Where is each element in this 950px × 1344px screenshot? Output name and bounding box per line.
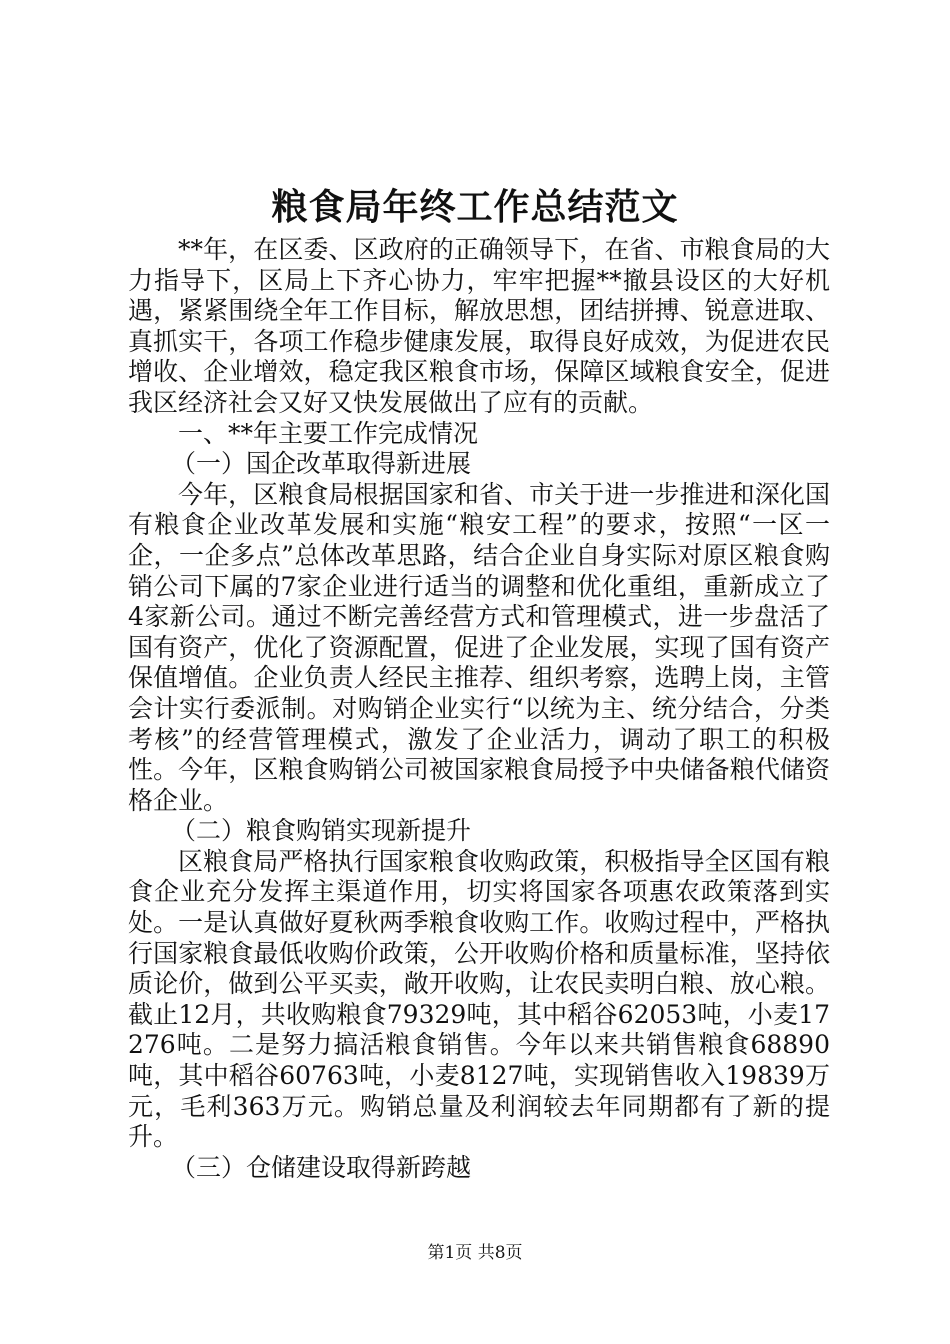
subsection-heading-2: （二）粮食购销实现新提升 — [171, 816, 472, 846]
document-title: 粮食局年终工作总结范文 — [271, 186, 679, 228]
section-heading-1: 一、**年主要工作完成情况 — [178, 418, 479, 448]
subsection-paragraph-2: 区粮食局严格执行国家粮食收购政策，积极指导全区国有粮食企业充分发挥主渠道作用，切实将国家各项惠农政策落到实处。一是认真做好夏秋两季粮食收购工作。收购过程中，严格执行国家粮食最低收购价政策，公开收购价格和质量标准，坚持依质论价，做到公平买卖，敞开收购，让农民卖明白粮、放心粮。截止12月，共收购粮食79329吨，其中稻谷62053吨，小麦17276吨。二是努力搞活粮食销售。今年以来共销售粮食68890吨，其中稻谷60763吨，小麦8127吨，实现销售收入19839万元，毛利363万元。购销总量及利润较去年同期都有了新的提升。 — [128, 846, 830, 1152]
document-body — [128, 235, 830, 1183]
intro-paragraph: **年，在区委、区政府的正确领导下，在省、市粮食局的大力指导下，区局上下齐心协力，牢牢把握**撤县设区的大好机遇，紧紧围绕全年工作目标，解放思想，团结拼搏、锐意进取、真抓实干，各项工作稳步健康发展，取得良好成效，为促进农民增收、企业增效，稳定我区粮食市场，保障区域粮食安全，促进我区经济社会又好又快发展做出了应有的贡献。 — [128, 235, 830, 417]
subsection-paragraph-1: 今年，区粮食局根据国家和省、市关于进一步推进和深化国有粮食企业改革发展和实施“粮安工程”的要求，按照“一区一企，一企多点”总体改革思路，结合企业自身实际对原区粮食购销公司下属的7家企业进行适当的调整和优化重组，重新成立了4家新公司。通过不断完善经营方式和管理模式，进一步盘活了国有资产，优化了资源配置，促进了企业发展，实现了国有资产保值增值。企业负责人经民主推荐、组织考察，选聘上岗，主管会计实行委派制。对购销企业实行“以统为主、统分结合，分类考核”的经营管理模式，激发了企业活力，调动了职工的积极性。今年，区粮食购销公司被国家粮食局授予中央储备粮代储资格企业。 — [128, 479, 830, 815]
subsection-heading-1: （一）国企改革取得新进展 — [171, 449, 472, 479]
page-footer: 第1页 共8页 — [427, 1243, 523, 1263]
subsection-heading-3: （三）仓储建设取得新跨越 — [171, 1152, 472, 1182]
